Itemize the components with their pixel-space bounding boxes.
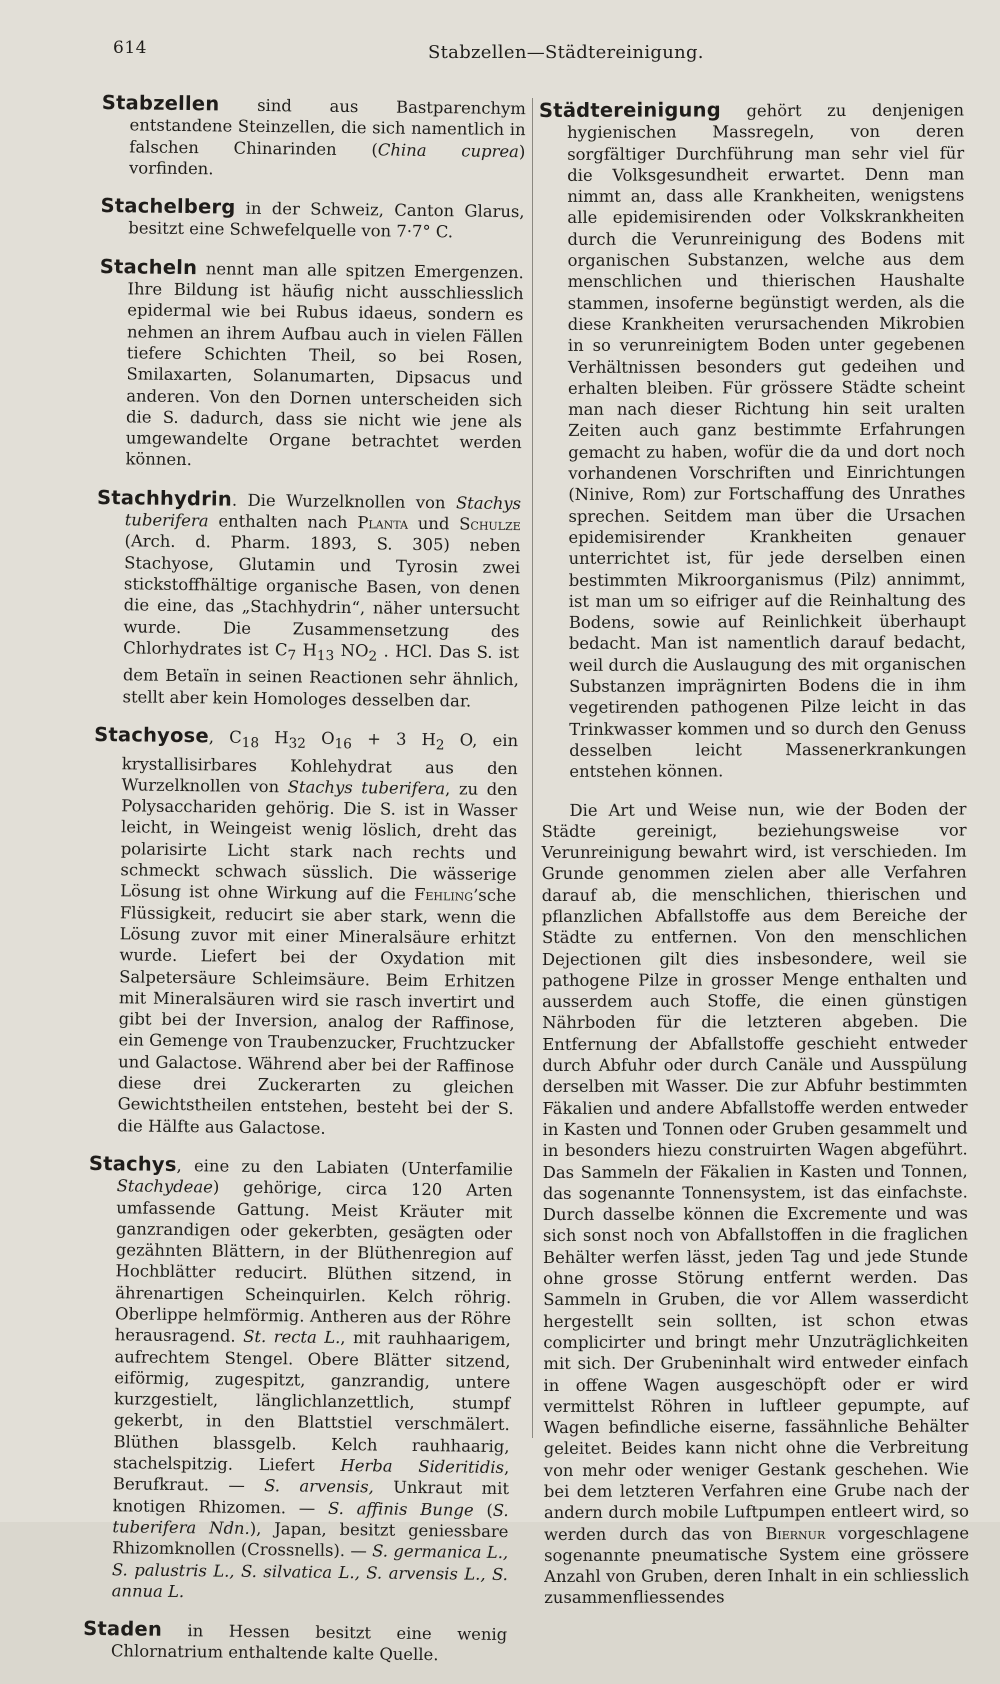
entry-text: , Berufkraut. — — [112, 1458, 510, 1496]
entry-headword: Stachyose — [94, 722, 210, 748]
italic-text: Stachydeae — [116, 1176, 213, 1197]
entry-headword: Staden — [83, 1617, 163, 1642]
italic-text: S. germanica L., S. palustris L., S. silvatica L., S. arvensis L., S. annua L. — [111, 1541, 509, 1601]
dictionary-entry — [94, 487, 521, 712]
entry-text: ), Japan, besitzt geniessbare Rhizomknollen (Crossnells). — — [112, 1518, 509, 1561]
author-name: Fehling — [413, 885, 474, 905]
italic-text: Herba Sideritidis — [340, 1456, 505, 1478]
italic-text: China cuprea — [377, 139, 520, 161]
subscript: 16 — [334, 736, 353, 753]
entry-text: gehört zu denjenigen hygienischen Massregeln, von deren sorgfältiger Durchführung man sehr viel für die Volksgesundheit erwartet. Denn man nimmt an, dass alle Krankheiten, wenigstens alle epidemisirenden oder Volkskrankheiten durch die Verunreinigung des Bodens mit organischen Substanzen, welche aus dem menschlichen und thierischen Haushalte stammen, insoferne begünstigt werden, als die diese Krankheiten verursachenden Mikrobien in so verunreinigtem Boden unter gegebenen Verhältnissen besonders gut gedeihen und erhalten bleiben. Für grössere Städte scheint man nach dieser Richtung hin seit uralten Zeiten auch ganz bestimmte Erfahrungen gemacht zu haben, wofür die da und dort noch vorhandenen Vorschriften und Einrichtungen (Ninive, Rom) zur Fortschaffung des Unrathes sprechen. Seitdem man über die Ursachen epidemisirender Krankheiten genauer unterrichtet ist, für jede derselben einen bestimmten Mikroorganismus (Pilz) annimmt, ist man um so eifriger auf die Reinhaltung des Bodens, sowie auf Reinlichkeit überhaupt bedacht. Man ist namentlich darauf bedacht, weil durch die Auslaugung des mit organischen Substanzen imprägnirten Bodens die in ihm vegetirenden pathogenen Pilze leicht in das Trinkwasser kommen und so durch den Genuss desselben leicht Massenerkrankungen entstehen können. — [567, 100, 967, 782]
dictionary-entry — [541, 798, 969, 1609]
author-name: Planta — [357, 513, 409, 533]
column-rule — [532, 98, 533, 1438]
entry-text: in Hessen besitzt eine wenig Chlornatrium enthaltende kalte Quelle. — [110, 1621, 508, 1665]
entry-text: O — [305, 728, 335, 748]
dictionary-entry — [83, 1618, 508, 1667]
entry-text: , C — [208, 727, 242, 747]
entry-text: , eine zu den Labiaten (Unterfamilie — [176, 1155, 513, 1180]
entry-text: , mit rauhhaarigem, aufrechtem Stengel. Obere Blätter sitzend, eiförmig, zugespitzt, ganzrandig, untere kurzgestielt, länglichlanzettlich, stumpf gekerbt, in den Blattstiel verschmälert. Blüthen blassgelb. Kelch rauhhaarig, stachelspitzig. Liefert — [113, 1328, 511, 1476]
entry-text: + 3 H — [351, 729, 437, 750]
dictionary-entry — [97, 256, 524, 475]
entry-text: O, ein krystallisirbares Kohlehydrat aus den Wurzelknollen von — [121, 730, 519, 797]
italic-text: Stachys tuberifera — [287, 777, 446, 799]
entry-headword: Stachys — [88, 1151, 177, 1176]
entry-text: ) vorfinden. — [128, 141, 526, 179]
dictionary-entry — [89, 724, 518, 1141]
italic-text: S. arvensis, — [264, 1476, 374, 1497]
author-name: Schulze — [459, 514, 521, 535]
subscript: 13 — [316, 647, 335, 664]
running-head: Stabzellen—Städtereinigung. — [428, 42, 704, 63]
page-number: 614 — [113, 38, 147, 58]
subscript: 18 — [241, 735, 260, 752]
subscript: 2 — [435, 737, 445, 754]
subscript: 32 — [288, 735, 307, 752]
entry-text: Unkraut mit knotigen Rhizomen. — — [112, 1477, 510, 1518]
entry-text: ) gehörige, circa 120 Arten umfassende Gattung. Meist Kräuter mit ganzrandigen oder gekerbten, gesägten oder gezähnten Blättern, in der Blüthenregion auf Hochblätter reducirt. Blüthen sitzend, in ährenartigen Scheinquirlen. Kelch röhrig. Oberlippe helmförmig. Antheren aus der Röhre herausragend. — [114, 1177, 513, 1347]
author-name: Biernur — [765, 1523, 826, 1543]
entry-text: vorgeschlagene sogenannte pneumatische System eine grössere Anzahl von Gruben, deren Inhalt in ein schliesslich zusammenfliessendes — [544, 1523, 970, 1608]
entry-text: nennt man alle spitzen Emergenzen. Ihre Bildung ist häufig nicht ausschliesslich epidermal wie bei Rubus idaeus, sondern es nehmen an ihrem Aufbau auch in vielen Fällen tiefere Schichten Theil, so bei Rosen, Smilaxarten, Solanumarten, Dipsacus und anderen. Von den Dornen unterscheiden sich die S. dadurch, dass sie nicht wie jene als umgewandelte Organe betrachtet werden können. — [125, 258, 524, 470]
entry-text: ’sche Flüssigkeit, reducirt sie aber stark, wenn die Lösung zuvor mit einer Mineralsäure erhitzt wurde. Liefert bei der Oxydation mit Salpetersäure Schleimsäure. Beim Erhitzen mit Mineralsäuren wird sie rasch invertirt und gibt bei der Inversion, analog der Raffinose, ein Gemenge von Traubenzucker, Fruchtzucker und Galactose. Während aber bei der Raffinose diese drei Zuckerarten zu gleichen Gewichtstheilen entstehen, besteht bei der S. die Hälfte aus Galactose. — [117, 885, 517, 1138]
dictionary-entry — [84, 1153, 513, 1606]
entry-headword: Stachhydrin — [96, 485, 233, 511]
italic-text: S. affinis Bunge — [327, 1498, 474, 1520]
entry-headword: Städtereinigung — [538, 98, 721, 122]
entry-text: und — [407, 513, 460, 534]
entry-text: . HCl. Das S. ist dem Betaïn in seinen Reactionen sehr ähnlich, stellt aber kein Homologes desselben dar. — [122, 641, 520, 711]
italic-text: St. recta L. — [243, 1327, 341, 1348]
italic-text: Stachys tuberifera — [124, 493, 522, 531]
entry-text: H — [296, 640, 318, 660]
entry-text: sind aus Bastparenchym entstandene Steinzellen, die sich namentlich in falschen Chinarinden ( — [129, 95, 526, 159]
dictionary-entry — [101, 92, 526, 183]
entry-text: . Die Wurzelknollen von — [231, 490, 457, 513]
entry-text: , zu den Polysacchariden gehörig. Die S. ist in Wasser leicht, in Weingeist wenig löslich, dreht das polarisirte Licht stark nach rechts und schmeckt schwach süsslich. Die wässerige Lösung ist ohne Wirkung auf die — [120, 779, 518, 905]
dictionary-entry — [100, 195, 525, 244]
subscript: 2 — [368, 648, 378, 665]
entry-text: in der Schweiz, Canton Glarus, besitzt eine Schwefelquelle von 7·7° C. — [128, 198, 525, 242]
right-column — [539, 99, 969, 1626]
entry-text: enthalten nach — [208, 511, 358, 533]
dictionary-entry — [539, 99, 966, 783]
entry-text: Die Art und Weise nun, wie der Boden der Städte gereinigt, beziehungsweise vor Verunreinigung bewahrt wird, ist verschieden. Im Grunde genommen zielen aber alle Verfahren darauf ab, die menschlichen, thierischen und pflanzlichen Abfallstoffe aus dem Bereiche der Städte zu entfernen. Von den menschlichen Dejectionen gilt dies insbesondere, weil sie pathogene Pilze in grosser Menge enthalten und ausserdem auch Stoffe, die einen günstigen Nährboden für die letzteren abgeben. Die Entfernung der Abfallstoffe geschieht entweder durch Abfuhr oder durch Canäle und Ausspülung derselben mit Wasser. Die zur Abfuhr bestimmten Fäkalien und andere Abfallstoffe werden entweder in Kasten und Tonnen oder Gruben gesammelt und in besonders hiezu construirten Wagen abgeführt. Das Sammeln der Fäkalien in Kasten und Tonnen, das sogenannte Tonnensystem, ist das einfachste. Durch dasselbe können die Excremente und was sich sonst noch von Abfallstoffen in die fraglichen Behälter werfen lässt, jeden Tag und jede Stunde ohne grosse Störung entfernt werden. Das Sammeln in Gruben, die vor Allem wasserdicht hergestellt sein sollten, ist schon etwas complicirter und bringt mehr Unzuträglichkeiten mit sich. Der Grubeninhalt wird entweder einfach in offene Wagen ausgeschöpft oder er wird vermittelst Röhren in luftleer gepumpte, auf Wagen befindliche eiserne, fassähnliche Behälter geleitet. Beides kann nicht ohne die Verbreitung von mehr oder weniger Gestank geschehen. Wie bei dem letzteren Verfahren eine Grube nach der andern durch mobile Luftpumpen entleert wird, so werden durch das von — [541, 799, 969, 1544]
entry-text: NO — [334, 640, 369, 661]
entry-text: ( — [473, 1500, 493, 1520]
subscript: 7 — [287, 647, 297, 664]
entry-headword: Stabzellen — [101, 91, 220, 116]
entry-headword: Stacheln — [99, 254, 198, 279]
entry-text: H — [259, 727, 289, 748]
italic-text: S. tuberifera Ndn. — [112, 1500, 509, 1538]
left-column — [83, 92, 526, 1684]
entry-headword: Stachelberg — [100, 194, 236, 219]
entry-text: (Arch. d. Pharm. 1893, S. 305) neben Stachyose, Glutamin und Tyrosin zwei stickstoffhältige organische Basen, von denen die eine, das „Stachhydrin“, näher untersucht wurde. Die Zusammensetzung des Chlorhydrates ist C — [123, 531, 521, 660]
